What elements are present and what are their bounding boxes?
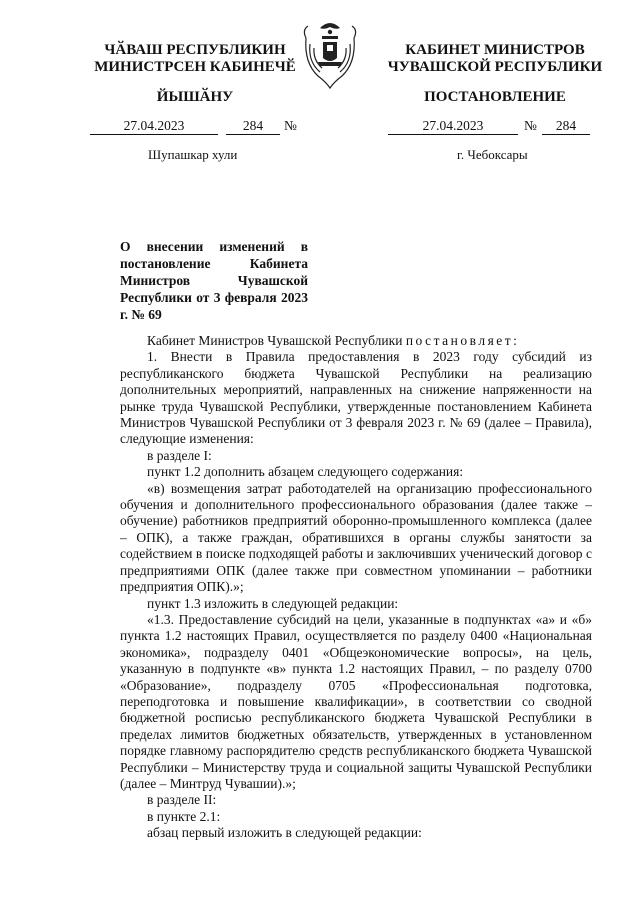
right-date: 27.04.2023 (388, 118, 518, 135)
right-city: г. Чебоксары (457, 147, 528, 162)
paragraph-5: пункт 1.3 изложить в следующей редакции: (147, 595, 399, 611)
right-number-sign: № (524, 118, 537, 133)
paragraph-8: в пункте 2.1: (147, 808, 221, 824)
intro-resolves: постановляет: (405, 333, 520, 348)
right-number: 284 (542, 118, 590, 135)
left-number-sign: № (284, 118, 297, 133)
paragraph-4: «в) возмещения затрат работодателей на организацию профессионального обучения и дополнительного профессионального образования (далее также – обучение) работников предприятий оборонно-промышленного комплекса (далее – ОПК), а также граждан, обратившихся в органы службы занятости за содействием в поиске подходящей работы и заключивших ученический договор с предприятиями ОПК (далее также при совместном упоминании – работники предприятия ОПК).»; (120, 480, 592, 595)
left-issuer-title (70, 42, 320, 76)
right-issuer-title (370, 42, 620, 76)
paragraph-1: 1. Внести в Правила предоставления в 2023 году субсидий из республиканского бюджета Чувашской Республики на реализацию дополнительных мероприятий, направленных на снижение напряженности на рынке труда Чувашской Республики, утвержденные постановлением Кабинета Министров Чувашской Республики от 3 февраля 2023 г. № 69 (далее – Правила), следующие изменения: (120, 349, 592, 447)
paragraph-2: в разделе I: (147, 447, 212, 463)
left-number: 284 (226, 118, 280, 135)
left-doc-type: ЙЫШӐНУ (156, 89, 234, 105)
intro-paragraph (120, 333, 592, 349)
left-issuer-line1: ЧӐВАШ РЕСПУБЛИКИН (104, 42, 286, 58)
intro-prefix: Кабинет Министров Чувашской Республики (147, 333, 406, 348)
right-doc-type: ПОСТАНОВЛЕНИЕ (424, 89, 566, 105)
right-issuer-line2: ЧУВАШСКОЙ РЕСПУБЛИКИ (387, 59, 603, 75)
left-issuer-line2: МИНИСТРСЕН КАБИНЕЧӖ (94, 59, 296, 75)
right-issuer-line1: КАБИНЕТ МИНИСТРОВ (405, 42, 585, 58)
emblem-icon (298, 18, 362, 90)
paragraph-7: в разделе II: (147, 792, 217, 808)
document-body (120, 333, 592, 842)
paragraph-9: абзац первый изложить в следующей редакции: (147, 825, 422, 841)
left-date: 27.04.2023 (90, 118, 218, 135)
paragraph-3: пункт 1.2 дополнить абзацем следующего содержания: (147, 464, 464, 480)
left-city: Шупашкар хули (148, 147, 238, 162)
paragraph-6: «1.3. Предоставление субсидий на цели, указанные в подпунктах «а» и «б» пункта 1.2 настоящих Правил, осуществляется по разделу 0400 «Национальная экономика», подразделу 0401 «Общеэкономические вопросы», на цель, указанную в подпункте «в» пункта 1.2 настоящих Правил, – по разделу 0700 «Образование», подразделу 0705 «Профессиональная подготовка, переподготовка и повышение квалификации», в соответствии со сводной бюджетной росписью республиканского бюджета Чувашской Республики в пределах лимитов бюджетных обязательств, утвержденных в установленном порядке главному распорядителю средств республиканского бюджета Чувашской Республики – Министерству труда и социальной защиты Чувашской Республики (далее – Минтруд Чувашии).»; (120, 611, 592, 791)
document-title: О внесении изменений в постановление Кабинета Министров Чувашской Республики от 3 февраля 2023 г. № 69 (120, 239, 308, 322)
